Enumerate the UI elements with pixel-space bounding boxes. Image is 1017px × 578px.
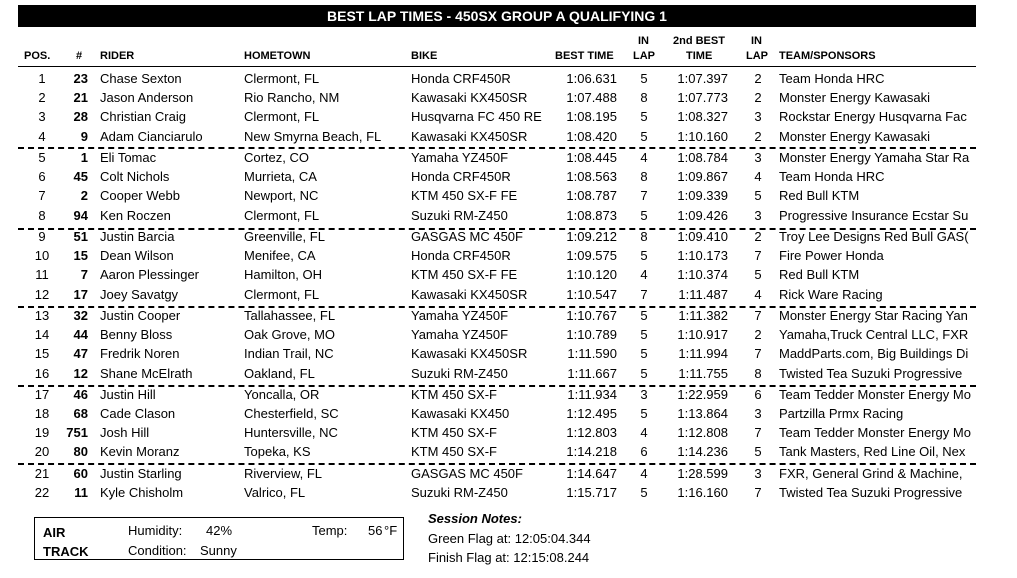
bike-cell: KTM 450 SX-F <box>411 444 497 459</box>
team-sponsors-cell: Twisted Tea Suzuki Progressive <box>779 485 963 500</box>
rider-number-cell: 32 <box>73 308 88 323</box>
second-best-lap-number-cell: 6 <box>754 387 762 402</box>
rider-name-cell: Ken Roczen <box>100 208 171 223</box>
hometown-cell: Topeka, KS <box>244 444 311 459</box>
second-best-lap-number-cell: 5 <box>754 444 762 459</box>
position-cell: 21 <box>34 466 50 481</box>
header-second-best-bottom: TIME <box>686 50 713 62</box>
best-time-cell: 1:09.575 <box>566 248 617 263</box>
green-flag-time: Green Flag at: 12:05:04.344 <box>428 531 591 546</box>
best-time-cell: 1:14.647 <box>566 466 617 481</box>
group-divider <box>18 306 976 308</box>
rider-number-cell: 51 <box>73 229 88 244</box>
rider-name-cell: Colt Nichols <box>100 169 170 184</box>
position-cell: 14 <box>34 327 50 342</box>
table-row <box>0 88 1017 108</box>
team-sponsors-cell: Progressive Insurance Ecstar Su <box>779 208 969 223</box>
hometown-cell: Rio Rancho, NM <box>244 90 340 105</box>
table-row <box>0 344 1017 364</box>
hometown-cell: Clermont, FL <box>244 208 320 223</box>
best-lap-number-cell: 4 <box>640 267 648 282</box>
best-lap-number-cell: 5 <box>640 327 648 342</box>
second-best-lap-number-cell: 7 <box>754 248 762 263</box>
best-time-cell: 1:08.445 <box>566 150 617 165</box>
header-pos: POS. <box>24 50 51 62</box>
group-divider <box>18 463 976 465</box>
best-time-cell: 1:11.934 <box>567 387 617 402</box>
rider-number-cell: 68 <box>73 406 88 421</box>
rider-name-cell: Justin Barcia <box>100 229 175 244</box>
hometown-cell: Tallahassee, FL <box>244 308 336 323</box>
second-best-lap-number-cell: 2 <box>754 327 762 342</box>
bike-cell: Honda CRF450R <box>411 248 511 263</box>
second-best-lap-number-cell: 5 <box>754 188 762 203</box>
rider-number-cell: 1 <box>80 150 88 165</box>
best-time-cell: 1:10.767 <box>566 308 617 323</box>
best-time-cell: 1:08.195 <box>566 109 617 124</box>
hometown-cell: Indian Trail, NC <box>244 346 334 361</box>
position-cell: 3 <box>38 109 46 124</box>
second-best-time-cell: 1:11.382 <box>678 308 728 323</box>
second-best-lap-number-cell: 3 <box>754 208 762 223</box>
position-cell: 4 <box>38 129 46 144</box>
hometown-cell: Chesterfield, SC <box>244 406 339 421</box>
bike-cell: Suzuki RM-Z450 <box>411 366 508 381</box>
hometown-cell: Oakland, FL <box>244 366 315 381</box>
header-in-lap-bottom: LAP <box>633 50 655 62</box>
hometown-cell: Clermont, FL <box>244 71 320 86</box>
second-best-time-cell: 1:10.374 <box>677 267 728 282</box>
humidity-label: Humidity: <box>128 523 183 538</box>
rider-name-cell: Christian Craig <box>100 109 186 124</box>
best-lap-number-cell: 5 <box>640 248 648 263</box>
rider-number-cell: 23 <box>73 71 88 86</box>
team-sponsors-cell: Team Honda HRC <box>779 71 885 86</box>
table-row <box>0 404 1017 424</box>
rider-number-cell: 17 <box>73 287 88 302</box>
hometown-cell: Huntersville, NC <box>244 425 338 440</box>
second-best-lap-number-cell: 8 <box>754 366 762 381</box>
second-best-time-cell: 1:09.867 <box>677 169 728 184</box>
table-row <box>0 423 1017 443</box>
position-cell: 17 <box>34 387 50 402</box>
rider-number-cell: 44 <box>73 327 88 342</box>
bike-cell: KTM 450 SX-F FE <box>411 188 518 203</box>
best-time-cell: 1:11.590 <box>567 346 617 361</box>
second-best-lap-number-cell: 7 <box>754 425 762 440</box>
second-best-time-cell: 1:14.236 <box>677 444 728 459</box>
rider-name-cell: Justin Starling <box>100 466 182 481</box>
table-row <box>0 325 1017 345</box>
bike-cell: Kawasaki KX450SR <box>411 90 528 105</box>
humidity-value: 42% <box>206 523 233 538</box>
temp-value: 56 <box>368 523 383 538</box>
header-bike: BIKE <box>411 50 438 62</box>
rider-name-cell: Dean Wilson <box>100 248 174 263</box>
team-sponsors-cell: FXR, General Grind & Machine, <box>779 466 963 481</box>
rider-name-cell: Cooper Webb <box>100 188 180 203</box>
best-lap-number-cell: 4 <box>640 425 648 440</box>
bike-cell: Kawasaki KX450SR <box>411 129 528 144</box>
table-row <box>0 364 1017 384</box>
position-cell: 8 <box>38 208 46 223</box>
hometown-cell: Clermont, FL <box>244 109 320 124</box>
rider-number-cell: 28 <box>73 109 88 124</box>
hometown-cell: Valrico, FL <box>244 485 306 500</box>
table-row <box>0 285 1017 305</box>
team-sponsors-cell: Partzilla Prmx Racing <box>779 406 904 421</box>
second-best-lap-number-cell: 3 <box>754 466 762 481</box>
second-best-time-cell: 1:11.755 <box>678 366 728 381</box>
rider-number-cell: 21 <box>73 90 88 105</box>
header-rider: RIDER <box>100 50 135 62</box>
second-best-time-cell: 1:11.994 <box>678 346 728 361</box>
position-cell: 11 <box>35 267 49 282</box>
second-best-lap-number-cell: 7 <box>754 485 762 500</box>
position-cell: 16 <box>34 366 50 381</box>
hometown-cell: Menifee, CA <box>244 248 316 263</box>
team-sponsors-cell: Team Tedder Monster Energy Mo <box>779 425 971 440</box>
condition-label: Condition: <box>128 543 187 558</box>
best-time-cell: 1:10.789 <box>566 327 617 342</box>
position-cell: 1 <box>38 71 46 86</box>
best-lap-number-cell: 5 <box>640 308 648 323</box>
best-lap-number-cell: 5 <box>640 366 648 381</box>
table-row <box>0 69 1017 89</box>
bike-cell: Yamaha YZ450F <box>411 150 509 165</box>
table-row <box>0 167 1017 187</box>
second-best-lap-number-cell: 7 <box>754 346 762 361</box>
rider-number-cell: 94 <box>73 208 88 223</box>
second-best-time-cell: 1:08.327 <box>677 109 728 124</box>
rider-number-cell: 47 <box>73 346 88 361</box>
best-lap-number-cell: 6 <box>640 444 648 459</box>
best-time-cell: 1:12.495 <box>566 406 617 421</box>
hometown-cell: Cortez, CO <box>244 150 310 165</box>
team-sponsors-cell: Twisted Tea Suzuki Progressive <box>779 366 963 381</box>
team-sponsors-cell: Red Bull KTM <box>779 188 860 203</box>
hometown-cell: Clermont, FL <box>244 287 320 302</box>
rider-name-cell: Justin Cooper <box>100 308 181 323</box>
best-time-cell: 1:12.803 <box>566 425 617 440</box>
temp-label: Temp: <box>312 523 348 538</box>
team-sponsors-cell: Fire Power Honda <box>779 248 884 263</box>
position-cell: 20 <box>34 444 50 459</box>
best-time-cell: 1:11.667 <box>567 366 617 381</box>
best-lap-number-cell: 8 <box>640 90 648 105</box>
team-sponsors-cell: Troy Lee Designs Red Bull GAS( <box>779 229 969 244</box>
air-label: AIR <box>43 525 66 540</box>
best-lap-number-cell: 8 <box>640 169 648 184</box>
group-divider <box>18 228 976 230</box>
bike-cell: KTM 450 SX-F <box>411 425 497 440</box>
rider-number-cell: 80 <box>73 444 88 459</box>
table-row <box>0 148 1017 168</box>
team-sponsors-cell: Tank Masters, Red Line Oil, Nex <box>779 444 966 459</box>
best-lap-number-cell: 5 <box>640 71 648 86</box>
second-best-time-cell: 1:11.487 <box>678 287 728 302</box>
bike-cell: Honda CRF450R <box>411 169 511 184</box>
team-sponsors-cell: Monster Energy Star Racing Yan <box>779 308 968 323</box>
bike-cell: Yamaha YZ450F <box>411 308 509 323</box>
team-sponsors-cell: Rockstar Energy Husqvarna Fac <box>779 109 967 124</box>
rider-name-cell: Jason Anderson <box>100 90 194 105</box>
second-best-time-cell: 1:10.173 <box>677 248 728 263</box>
rider-name-cell: Aaron Plessinger <box>100 267 199 282</box>
bike-cell: Kawasaki KX450SR <box>411 287 528 302</box>
hometown-cell: Oak Grove, MO <box>244 327 336 342</box>
rider-name-cell: Josh Hill <box>100 425 150 440</box>
best-lap-number-cell: 7 <box>640 287 648 302</box>
second-best-lap-number-cell: 2 <box>754 90 762 105</box>
bike-cell: KTM 450 SX-F FE <box>411 267 518 282</box>
table-row <box>0 127 1017 147</box>
second-best-lap-number-cell: 3 <box>754 109 762 124</box>
team-sponsors-cell: Rick Ware Racing <box>779 287 883 302</box>
position-cell: 10 <box>34 248 50 263</box>
position-cell: 15 <box>34 346 50 361</box>
bike-cell: Yamaha YZ450F <box>411 327 509 342</box>
table-row <box>0 186 1017 206</box>
table-row <box>0 442 1017 462</box>
best-time-cell: 1:08.563 <box>566 169 617 184</box>
track-label: TRACK <box>43 544 89 559</box>
position-cell: 5 <box>38 150 46 165</box>
table-row <box>0 107 1017 127</box>
best-lap-number-cell: 5 <box>640 129 648 144</box>
table-row <box>0 464 1017 484</box>
session-notes-title: Session Notes: <box>428 511 522 526</box>
group-divider <box>18 147 976 149</box>
rider-number-cell: 11 <box>74 485 88 500</box>
header-divider <box>18 66 976 67</box>
team-sponsors-cell: MaddParts.com, Big Buildings Di <box>779 346 969 361</box>
header-hometown: HOMETOWN <box>244 50 311 62</box>
rider-name-cell: Kyle Chisholm <box>100 485 184 500</box>
rider-number-cell: 2 <box>80 188 88 203</box>
best-lap-number-cell: 5 <box>640 346 648 361</box>
rider-name-cell: Benny Bloss <box>100 327 173 342</box>
team-sponsors-cell: Team Tedder Monster Energy Mo <box>779 387 971 402</box>
rider-number-cell: 46 <box>73 387 88 402</box>
rider-name-cell: Fredrik Noren <box>100 346 180 361</box>
rider-name-cell: Shane McElrath <box>100 366 193 381</box>
best-time-cell: 1:08.787 <box>566 188 617 203</box>
position-cell: 13 <box>34 308 50 323</box>
bike-cell: Kawasaki KX450SR <box>411 346 528 361</box>
best-time-cell: 1:07.488 <box>566 90 617 105</box>
hometown-cell: Yoncalla, OR <box>244 387 320 402</box>
rider-number-cell: 7 <box>80 267 88 282</box>
temp-unit: °F <box>384 523 398 538</box>
condition-value: Sunny <box>200 543 237 558</box>
hometown-cell: Riverview, FL <box>244 466 323 481</box>
table-row <box>0 385 1017 405</box>
position-cell: 19 <box>34 425 50 440</box>
team-sponsors-cell: Monster Energy Kawasaki <box>779 90 931 105</box>
header-in-lap-top: IN <box>638 35 649 47</box>
second-best-time-cell: 1:10.917 <box>677 327 728 342</box>
rider-name-cell: Cade Clason <box>100 406 176 421</box>
second-best-lap-number-cell: 4 <box>754 287 762 302</box>
bike-cell: Kawasaki KX450 <box>411 406 510 421</box>
hometown-cell: Greenville, FL <box>244 229 325 244</box>
rider-name-cell: Justin Hill <box>100 387 156 402</box>
position-cell: 6 <box>38 169 46 184</box>
second-best-time-cell: 1:08.784 <box>677 150 728 165</box>
best-time-cell: 1:14.218 <box>566 444 617 459</box>
best-time-cell: 1:06.631 <box>566 71 617 86</box>
best-lap-number-cell: 3 <box>640 387 648 402</box>
table-row <box>0 265 1017 285</box>
second-best-lap-number-cell: 2 <box>754 71 762 86</box>
table-row <box>0 246 1017 266</box>
rider-number-cell: 9 <box>80 129 88 144</box>
hometown-cell: Hamilton, OH <box>244 267 323 282</box>
second-best-lap-number-cell: 5 <box>754 267 762 282</box>
second-best-time-cell: 1:09.410 <box>677 229 728 244</box>
header-in-lap2-top: IN <box>751 35 762 47</box>
rider-number-cell: 45 <box>73 169 88 184</box>
rider-name-cell: Kevin Moranz <box>100 444 180 459</box>
rider-name-cell: Adam Cianciarulo <box>100 129 203 144</box>
table-row <box>0 206 1017 226</box>
best-lap-number-cell: 5 <box>640 109 648 124</box>
hometown-cell: Murrieta, CA <box>244 169 317 184</box>
second-best-time-cell: 1:07.773 <box>677 90 728 105</box>
team-sponsors-cell: Monster Energy Yamaha Star Ra <box>779 150 970 165</box>
position-cell: 2 <box>38 90 46 105</box>
best-lap-number-cell: 7 <box>640 188 648 203</box>
second-best-time-cell: 1:28.599 <box>677 466 728 481</box>
second-best-lap-number-cell: 7 <box>754 308 762 323</box>
second-best-lap-number-cell: 4 <box>754 169 762 184</box>
second-best-time-cell: 1:22.959 <box>677 387 728 402</box>
header-team: TEAM/SPONSORS <box>779 50 876 62</box>
team-sponsors-cell: Team Honda HRC <box>779 169 885 184</box>
header-number: # <box>76 50 83 62</box>
bike-cell: GASGAS MC 450F <box>411 229 523 244</box>
bike-cell: GASGAS MC 450F <box>411 466 523 481</box>
second-best-time-cell: 1:07.397 <box>677 71 728 86</box>
second-best-lap-number-cell: 3 <box>754 150 762 165</box>
position-cell: 12 <box>34 287 50 302</box>
rider-name-cell: Eli Tomac <box>100 150 157 165</box>
finish-flag-time: Finish Flag at: 12:15:08.244 <box>428 550 590 565</box>
second-best-lap-number-cell: 3 <box>754 406 762 421</box>
best-lap-number-cell: 5 <box>640 406 648 421</box>
bike-cell: Suzuki RM-Z450 <box>411 208 508 223</box>
second-best-time-cell: 1:09.426 <box>677 208 728 223</box>
best-time-cell: 1:09.212 <box>566 229 617 244</box>
team-sponsors-cell: Monster Energy Kawasaki <box>779 129 931 144</box>
second-best-time-cell: 1:16.160 <box>677 485 728 500</box>
bike-cell: Suzuki RM-Z450 <box>411 485 508 500</box>
best-time-cell: 1:15.717 <box>566 485 617 500</box>
best-lap-number-cell: 8 <box>640 229 648 244</box>
position-cell: 7 <box>38 188 46 203</box>
results-title: BEST LAP TIMES - 450SX GROUP A QUALIFYING 1 <box>18 5 976 27</box>
second-best-time-cell: 1:09.339 <box>677 188 728 203</box>
hometown-cell: Newport, NC <box>244 188 319 203</box>
best-time-cell: 1:08.420 <box>566 129 617 144</box>
rider-number-cell: 751 <box>66 425 88 440</box>
position-cell: 22 <box>34 485 50 500</box>
second-best-time-cell: 1:13.864 <box>677 406 728 421</box>
best-lap-number-cell: 4 <box>640 466 648 481</box>
table-row <box>0 306 1017 326</box>
second-best-lap-number-cell: 2 <box>754 129 762 144</box>
best-time-cell: 1:08.873 <box>566 208 617 223</box>
best-lap-number-cell: 5 <box>640 485 648 500</box>
position-cell: 18 <box>34 406 50 421</box>
team-sponsors-cell: Yamaha,Truck Central LLC, FXR <box>779 327 969 342</box>
best-time-cell: 1:10.547 <box>566 287 617 302</box>
header-second-best-top: 2nd BEST <box>673 35 725 47</box>
table-row <box>0 483 1017 503</box>
rider-number-cell: 12 <box>73 366 88 381</box>
bike-cell: Honda CRF450R <box>411 71 511 86</box>
hometown-cell: New Smyrna Beach, FL <box>244 129 382 144</box>
best-lap-number-cell: 4 <box>640 150 648 165</box>
second-best-time-cell: 1:10.160 <box>677 129 728 144</box>
header-best-time: BEST TIME <box>555 50 614 62</box>
best-time-cell: 1:10.120 <box>566 267 617 282</box>
bike-cell: Husqvarna FC 450 RE <box>411 109 542 124</box>
group-divider <box>18 385 976 387</box>
second-best-time-cell: 1:12.808 <box>677 425 728 440</box>
bike-cell: KTM 450 SX-F <box>411 387 497 402</box>
team-sponsors-cell: Red Bull KTM <box>779 267 860 282</box>
header-in-lap2-bottom: LAP <box>746 50 768 62</box>
rider-name-cell: Chase Sexton <box>100 71 182 86</box>
position-cell: 9 <box>38 229 46 244</box>
rider-name-cell: Joey Savatgy <box>100 287 179 302</box>
rider-number-cell: 60 <box>73 466 88 481</box>
best-lap-number-cell: 5 <box>640 208 648 223</box>
second-best-lap-number-cell: 2 <box>754 229 762 244</box>
rider-number-cell: 15 <box>73 248 88 263</box>
